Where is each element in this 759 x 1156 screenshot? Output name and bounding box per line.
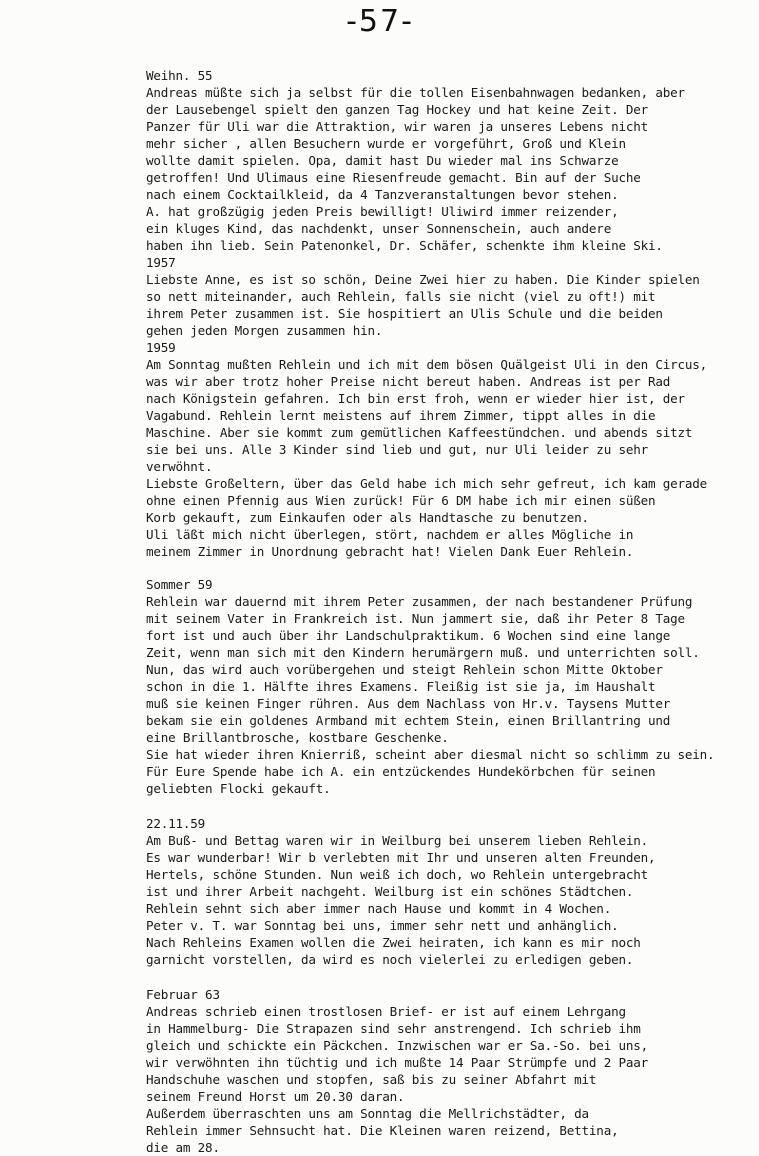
text-line: Vagabund. Rehlein lernt meistens auf ihrem Zimmer, tippt alles in die	[146, 408, 656, 423]
section-weihn-55	[146, 67, 726, 254]
text-line: Nach Rehleins Examen wollen die Zwei heiraten, ich kann es mir noch	[146, 935, 641, 950]
text-line: wir verwöhnten ihn tüchtig und ich mußte 14 Paar Strümpfe und 2 Paar	[146, 1055, 648, 1070]
section-heading: Sommer 59	[146, 577, 213, 592]
text-line: geliebten Flocki gekauft.	[146, 781, 331, 796]
page-number: -57-	[346, 4, 414, 39]
text-line: Korb gekauft, zum Einkaufen oder als Handtasche zu benutzen.	[146, 510, 589, 525]
text-line: Andreas schrieb einen trostlosen Brief- er ist auf einem Lehrgang	[146, 1004, 626, 1019]
typed-letter-text	[146, 67, 726, 1156]
text-line: bekam sie ein goldenes Armband mit echtem Stein, einen Brillantring und	[146, 713, 671, 728]
text-line: ist und ihrer Arbeit nachgeht. Weilburg ist ein schönes Städtchen.	[146, 884, 634, 899]
text-line: getroffen! Und Ulimaus eine Riesenfreude gemacht. Bin auf der Suche	[146, 170, 641, 185]
text-line: in Hammelburg- Die Strapazen sind sehr anstrengend. Ich schrieb ihm	[146, 1021, 641, 1036]
paragraph-gap	[146, 968, 726, 986]
text-line: garnicht vorstellen, da wird es noch vielerlei zu erledigen geben.	[146, 952, 634, 967]
text-line: Rehlein war dauernd mit ihrem Peter zusammen, der nach bestandener Prüfung	[146, 594, 693, 609]
paragraph-gap	[146, 560, 726, 576]
text-line: ohne einen Pfennig aus Wien zurück! Für 6 DM habe ich mir einen süßen	[146, 493, 656, 508]
text-line: der Lausebengel spielt den ganzen Tag Hockey und hat keine Zeit. Der	[146, 102, 648, 117]
text-line: nach Königstein gefahren. Ich bin erst froh, wenn er wieder hier ist, der	[146, 391, 685, 406]
section-heading: Weihn. 55	[146, 68, 213, 83]
text-line: mehr sicher , allen Besuchern wurde er vorgeführt, Groß und Klein	[146, 136, 626, 151]
text-line: Am Buß- und Bettag waren wir in Weilburg bei unserem lieben Rehlein.	[146, 833, 648, 848]
text-line: Nun, das wird auch vorübergehen und steigt Rehlein schon Mitte Oktober	[146, 662, 663, 677]
text-line: A. hat großzügig jeden Preis bewilligt! Uliwird immer reizender,	[146, 204, 619, 219]
text-line: meinem Zimmer in Unordnung gebracht hat! Vielen Dank Euer Rehlein.	[146, 544, 634, 559]
section-heading: 1959	[146, 340, 176, 355]
section-22-11-59	[146, 815, 726, 968]
section-heading: 1957	[146, 255, 176, 270]
text-line: Panzer für Uli war die Attraktion, wir waren ja unseres Lebens nicht	[146, 119, 648, 134]
text-line: Handschuhe waschen und stopfen, saß bis zu seiner Abfahrt mit	[146, 1072, 597, 1087]
text-line: Liebste Anne, es ist so schön, Deine Zwei hier zu haben. Die Kinder spielen	[146, 272, 700, 287]
text-line: gleich und schickte ein Päckchen. Inzwischen war er Sa.-So. bei uns,	[146, 1038, 648, 1053]
text-line: mit seinem Vater in Frankreich ist. Nun jammert sie, daß ihr Peter 8 Tage	[146, 611, 685, 626]
text-line: Andreas müßte sich ja selbst für die tollen Eisenbahnwagen bedanken, aber	[146, 85, 685, 100]
text-line: Hertels, schöne Stunden. Nun weiß ich doch, wo Rehlein untergebracht	[146, 867, 648, 882]
text-line: ein kluges Kind, das nachdenkt, unser Sonnenschein, auch andere	[146, 221, 612, 236]
section-heading: 22.11.59	[146, 816, 206, 831]
text-line: seinem Freund Horst um 20.30 daran.	[146, 1089, 405, 1104]
paragraph-gap	[146, 797, 726, 815]
text-line: Uli läßt mich nicht überlegen, stört, nachdem er alles Mögliche in	[146, 527, 634, 542]
text-line: Maschine. Aber sie kommt zum gemütlichen Kaffeestündchen. und abends sitzt	[146, 425, 693, 440]
text-line: schon in die 1. Hälfte ihres Examens. Fleißig ist sie ja, im Haushalt	[146, 679, 656, 694]
text-line: sie bei uns. Alle 3 Kinder sind lieb und gut, nur Uli leider zu sehr	[146, 442, 648, 457]
text-line: fort ist und auch über ihr Landschulpraktikum. 6 Wochen sind eine lange	[146, 628, 671, 643]
text-line: Für Eure Spende habe ich A. ein entzückendes Hundekörbchen für seinen	[146, 764, 656, 779]
text-line: gehen jeden Morgen zusammen hin.	[146, 323, 383, 338]
text-line: Liebste Großeltern, über das Geld habe ich mich sehr gefreut, ich kam gerade	[146, 476, 708, 491]
text-line: Peter v. T. war Sonntag bei uns, immer sehr nett und anhänglich.	[146, 918, 619, 933]
section-februar-63	[146, 986, 726, 1156]
section-1957	[146, 254, 726, 339]
text-line: haben ihn lieb. Sein Patenonkel, Dr. Schäfer, schenkte ihm kleine Ski.	[146, 238, 663, 253]
text-line: Außerdem überraschten uns am Sonntag die Mellrichstädter, da	[146, 1106, 589, 1121]
text-line: Rehlein immer Sehnsucht hat. Die Kleinen waren reizend, Bettina,	[146, 1123, 619, 1138]
section-heading: Februar 63	[146, 987, 220, 1002]
text-line: Sie hat wieder ihren Knierriß, scheint aber diesmal nicht so schlimm zu sein.	[146, 747, 715, 762]
text-line: wollte damit spielen. Opa, damit hast Du wieder mal ins Schwarze	[146, 153, 619, 168]
text-line: die am 28.	[146, 1140, 220, 1155]
text-line: verwöhnt.	[146, 459, 213, 474]
section-1959	[146, 339, 726, 560]
text-line: Es war wunderbar! Wir b verlebten mit Ihr und unseren alten Freunden,	[146, 850, 656, 865]
text-line: Rehlein sehnt sich aber immer nach Hause und kommt in 4 Wochen.	[146, 901, 612, 916]
section-sommer-59	[146, 576, 726, 797]
text-line: Zeit, wenn man sich mit den Kindern herumärgern muß. und unterrichten soll.	[146, 645, 700, 660]
text-line: muß sie keinen Finger rühren. Aus dem Nachlass von Hr.v. Taysens Mutter	[146, 696, 671, 711]
text-line: nach einem Cocktailkleid, da 4 Tanzveranstaltungen bevor stehen.	[146, 187, 619, 202]
text-line: was wir aber trotz hoher Preise nicht bereut haben. Andreas ist per Rad	[146, 374, 671, 389]
text-line: eine Brillantbrosche, kostbare Geschenke.	[146, 730, 449, 745]
text-line: Am Sonntag mußten Rehlein und ich mit dem bösen Quälgeist Uli in den Circus,	[146, 357, 708, 372]
text-line: ihrem Peter zusammen ist. Sie hospitiert an Ulis Schule und die beiden	[146, 306, 663, 321]
text-line: so nett miteinander, auch Rehlein, falls sie nicht (viel zu oft!) mit	[146, 289, 656, 304]
